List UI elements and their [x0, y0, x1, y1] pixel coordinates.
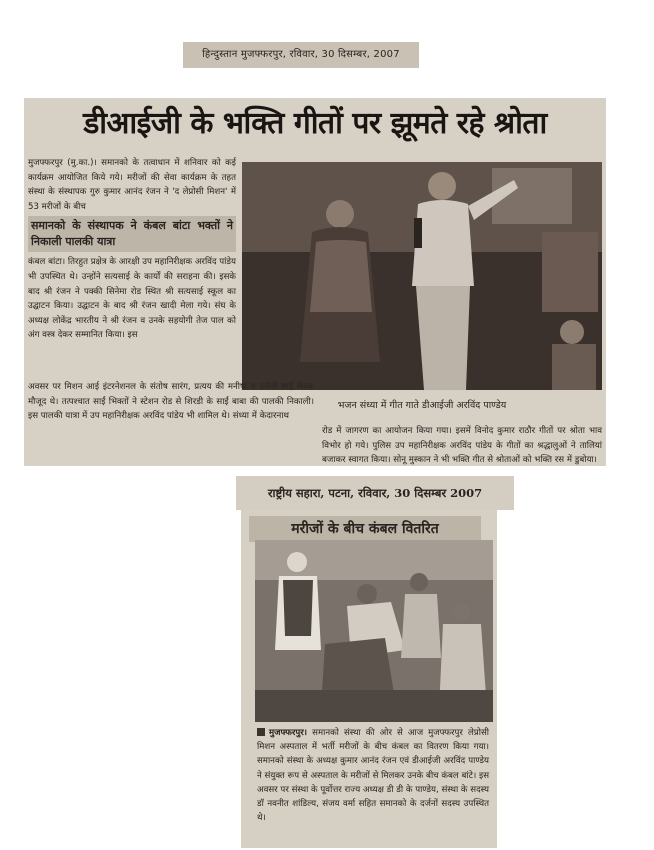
- article-subhead: समानको के संस्थापक ने कंबल बांटा भक्तों ने निकाली पालकी यात्रा: [28, 216, 236, 252]
- article-bottom-right: रोड में जागरण का आयोजन किया गया। इसमें विनोद कुमार राठौर गीतों पर श्रोता भाव विभोर हो गये। पुलिस उप महानिरीक्षक अरविंद पांडेय के गीतों का श्रद्धालुओं ने तालियां बजाकर स्वागत किया। सोनू मुस्कान ने भी भक्ति गीत से श्रोताओं को भक्ति रस में डुबोया।: [322, 426, 602, 466]
- article-clipping-sahara: [241, 510, 497, 848]
- article-clipping-hindustan: [24, 98, 606, 466]
- photo-blanket-distribution: [255, 540, 493, 722]
- photo-dig-singing-image: [242, 162, 602, 390]
- photo-dig-singing: [242, 162, 602, 390]
- article-body-text: समानको संस्था की ओर से आज मुजफ्फरपुर लेप्रोसी मिशन अस्पताल में भर्ती मरीजों के बीच कंबल का वितरण किया गया। समानको संस्था के अध्यक्ष कुमार आनंद रंजन एवं डीआईजी अरविंद पाण्डेय ने संयुक्त रूप से अस्पताल के मरीजों से मिलकर उनके बीच कंबल बांटे। इस अवसर पर संस्था के पूर्वोत्तर राज्य अध्यक्ष डी डी के पाण्डेय, संस्था के सदस्य डॉ नवनीत शांडिल्य, संजय वर्मा सहित समानको के दर्जनों सदस्य उपस्थित थे।: [257, 728, 489, 824]
- dateline-sahara: राष्ट्रीय सहारा, पटना, रविवार, 30 दिसम्बर 2007: [267, 486, 483, 500]
- article-bottom-left: अवसर पर मिशन आई इंटरनेशनल के संतोष सारंग, प्रत्यय की मनीषा व दर्जनों साईं सेवक मौजूद थे। तत्पश्चात साईं भिक्तों ने स्टेशन रोड से शिरडी के साईं बाबा की पालकी निकाली। इस पालकी यात्रा में उप महानिरीक्षक अरविंद पांडेय भी शामिल थे। संध्या में केदारनाथ: [28, 382, 314, 422]
- article-intro: मुजफ्फरपुर (मु.का.)। समानको के तत्वाधान में शनिवार को कई कार्यक्रम आयोजित किये गये। मरीजों की सेवा कार्यक्रम के तहत संस्था के संस्थापक गुरु कुमार आनंद रंजन ने 'द लेप्रोसी मिशन' में 53 मरीजों के बीच: [28, 158, 236, 212]
- article-column-left: [28, 156, 236, 343]
- headline-hindustan: डीआईजी के भक्ति गीतों पर झूमते रहे श्रोता: [83, 106, 547, 141]
- headline-sahara: मरीजों के बीच कंबल वितरित: [249, 516, 481, 542]
- article-body: कंबल बांटा। तिरहुत प्रक्षेत्र के आरक्षी उप महानिरीक्षक अरविंद पांडेय भी उपस्थित थे। उन्होंने सत्यसाई के कार्यों की सराहना की। इसके बाद श्री रंजन ने पक्की सिनेमा रोड स्थित श्री सत्यसाई स्कूल का उद्घाटन किया। उद्घाटन के बाद श्री रंजन खादी मेला गये। संघ के अध्यक्ष लोकेंद्र भारतीय ने श्री रंजन व उनके सहयोगी तेज पाल को अंग वस्त्र देकर सम्मानित किया। इस: [28, 257, 236, 341]
- article-body-sahara: [257, 726, 489, 825]
- dateline-sahara-strip: [236, 476, 514, 510]
- dateline-hindustan: हिन्दुस्तान मुजफ्फरपुर, रविवार, 30 दिसम्बर, 2007: [183, 42, 419, 68]
- photo-caption: भजन संध्या में गीत गाते डीआईजी अरविंद पाण्डेय: [337, 400, 507, 411]
- photo-blanket-distribution-image: [255, 540, 493, 722]
- bullet-square-icon: [257, 728, 265, 736]
- article-city: मुजफ्फरपुर।: [269, 728, 308, 738]
